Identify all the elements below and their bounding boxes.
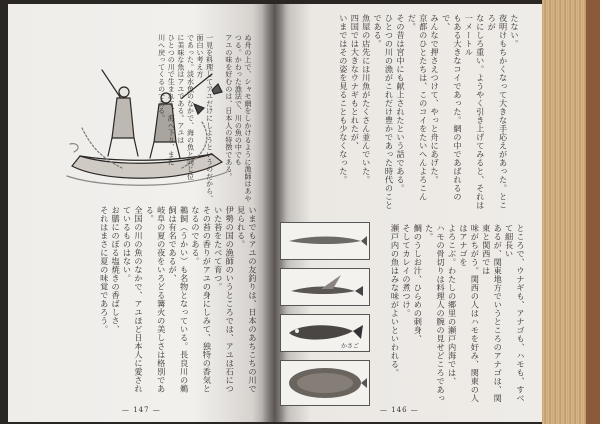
fish-panel-4 (280, 360, 370, 406)
left-page-side-text: ぬ舟の上で、シャモ網をしかけるように漁師はあやつる。かわった漁法で、川の魚の中でも アユの味を好むのは、日本人の特徴である。 一見を料理してアユだけにしようというのだから、面白い考え方 であった。淡水魚のなかで、海の魚と同じ位 に美味な魚はアユである。アユは ひとつの川で生まれて、海へ下り、また 川へ戻ってくるのである。 (157, 34, 252, 202)
tobiuo-fish-icon (281, 269, 369, 305)
book-cover-edge (586, 0, 600, 424)
fish-panel-3 (280, 314, 370, 352)
page-edges (542, 0, 600, 424)
fish-caption-3: かさご (341, 343, 360, 350)
right-page-upper-text: たない。 夜明けもちかくなって大きな手応えがあった。ところが なにしろ重い。ようやく引き上げてみると、それは一メートル もある大きなコイであった。網の中であばれるので、 みんなで押さえつけて、やっと舟にあげた。 京都のひとたちは、このコイをたいへんよろこんだ。 その昔は宮中にも献上されたという話である。 ひとつの川の漁がこれだけ豊かであった時代のことである。 魚屋の店先には川魚がたくさん並んでいた。 四国では大きなウナギもとれたが、 いまではその姿を見ることも少なくなった。 (338, 14, 520, 210)
sayori-fish-icon (281, 223, 369, 259)
fish-illustration-column (278, 222, 374, 408)
left-page-lower-text: いまでもアユの友釣りは、日本のあちこちの川で見られる。 伊勢の国の漁師のいうところでは、アユは石についた苔をたべて育つ。 その苔の香りがアユの身にしみて、独特の香気となるのである。 鵜飼（うかい）も名物となっている。長良川の鵜飼は有名であるが、 岐阜の夏の夜をいろどる篝火の美しさは格別である。 全国の川の魚のなかで、アユほど日本人に愛されているものはない。 お膳にのぼる塩焼きの香ばしさ、 それはまさに夏の味覚であろう。 (99, 206, 258, 393)
right-page-lower-text: ところで、ウナギも、アナゴも、ハモも、すべて細長い あるが、関東地方でいうところのアナゴは、関東と関西では 味がちがう。関西の人はハモを好み、関東の人はアナゴを よろこぶ。わたしの郷里の瀬戸内海では、 ハモの骨切りは料理人の腕の見せどころであった。 鯛のうしお汁、ひらめの刺身、 そしてカレイの煮つけ。 瀬戸内の魚はみな味がよいといわれる。 (390, 224, 526, 403)
fish-panel-1 (280, 222, 370, 260)
right-page-number: — 146 — (380, 406, 419, 414)
left-page-number: — 147 — (122, 406, 161, 414)
fish-panel-2 (280, 268, 370, 306)
karei-fish-icon (281, 361, 369, 405)
